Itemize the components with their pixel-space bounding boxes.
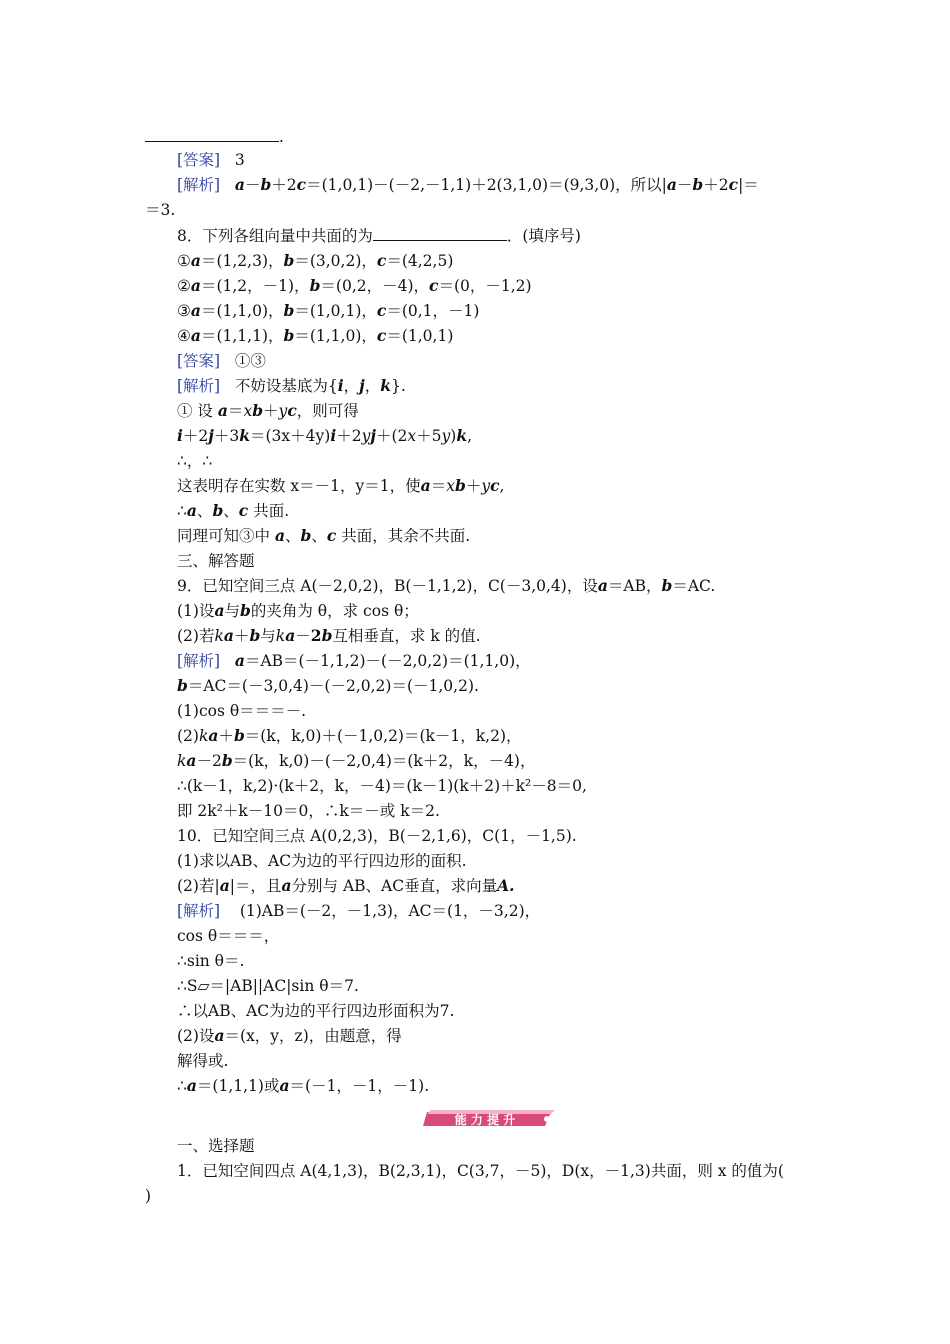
q9-stem: 9．已知空间三点 A(－2,0,2)，B(－1,1,2)，C(－3,0,4)，设a＝AB，b＝AC. bbox=[177, 576, 716, 595]
q7-answer: [答案] 3 bbox=[177, 151, 245, 169]
q1-stem: 1．已知空间四点 A(4,1,3)，B(2,3,1)，C(3,7，－5)，D(x，－1,3)共面，则 x 的值为( bbox=[177, 1162, 784, 1180]
q8-option-1: ①a＝(1,2,3)，b＝(3,0,2)，c＝(4,2,5) bbox=[177, 251, 454, 270]
q7-analysis-cont: ＝3. bbox=[145, 201, 176, 219]
ability-banner bbox=[423, 1108, 558, 1130]
q7-analysis: [解析] a－b＋2c＝(1,0,1)－(－2,－1,1)＋2(3,1,0)＝(9,3,0)，所以|a－b＋2c|＝ bbox=[177, 175, 759, 194]
analysis-tag: [解析] bbox=[177, 902, 221, 920]
banner-label: 能 力 提 升 bbox=[454, 1113, 516, 1127]
q8-therefore: ∴，∴ bbox=[177, 452, 213, 470]
answer-tag: [答案] bbox=[177, 352, 221, 370]
q10-step-solve: 解得或. bbox=[177, 1052, 229, 1070]
q9-part-1: (1)设a与b的夹角为 θ，求 cos θ； bbox=[177, 601, 419, 620]
analysis-tag: [解析] bbox=[177, 652, 221, 670]
q8-step-2: i＋2j＋3k＝(3x＋4y)i＋2yj＋(2x＋5y)k, bbox=[177, 426, 473, 445]
q10-part-2: (2)若|a|＝，且a分别与 AB、AC垂直，求向量A. bbox=[177, 876, 515, 895]
analysis-tag: [解析] bbox=[177, 377, 221, 395]
q8-coplanar: ∴a、b、c 共面. bbox=[177, 501, 290, 520]
q8-option-3: ③a＝(1,1,0)，b＝(1,0,1)，c＝(0,1，－1) bbox=[177, 301, 480, 320]
q8-step-1: ① 设 a＝xb＋yc，则可得 bbox=[177, 401, 359, 420]
q8-analysis: [解析] 不妨设基底为{i，j，k}. bbox=[177, 376, 406, 395]
q9-step-b: b＝AC＝(－3,0,4)－(－2,0,2)＝(－1,0,2). bbox=[177, 676, 479, 695]
q9-analysis: [解析] a＝AB＝(－1,1,2)－(－2,0,2)＝(1,1,0)， bbox=[177, 651, 531, 670]
q8-similar: 同理可知③中 a、b、c 共面，其余不共面. bbox=[177, 526, 471, 545]
section-heading-3: 三、解答题 bbox=[177, 552, 255, 570]
q9-part-2: (2)若ka＋b与ka－2b互相垂直，求 k 的值. bbox=[177, 626, 481, 645]
q9-step-cos: (1)cos θ＝＝＝－. bbox=[177, 702, 307, 720]
banner-ribbon-icon bbox=[423, 1108, 558, 1130]
answer-blank-line: . bbox=[145, 127, 284, 147]
q10-step-cos: cos θ＝＝＝， bbox=[177, 927, 280, 945]
q1-stem-cont: ) bbox=[145, 1187, 152, 1205]
q8-option-4: ④a＝(1,1,1)，b＝(1,1,0)，c＝(1,0,1) bbox=[177, 326, 454, 345]
q9-step-dot: ∴(k－1，k,2)·(k＋2，k，－4)＝(k－1)(k＋2)＋k²－8＝0, bbox=[177, 777, 587, 795]
fill-blank bbox=[145, 127, 279, 142]
q9-step-solve: 即 2k²＋k－10＝0，∴k＝－或 k＝2. bbox=[177, 802, 440, 820]
q9-step-sum: (2)ka＋b＝(k，k,0)＋(－1,0,2)＝(k－1，k,2)， bbox=[177, 726, 522, 745]
q10-step-sin: ∴sin θ＝. bbox=[177, 952, 245, 970]
q10-step-set: (2)设a＝(x，y，z)，由题意，得 bbox=[177, 1026, 402, 1045]
q8-answer: [答案] ①③ bbox=[177, 352, 266, 370]
q10-step-result: ∴以AB、AC为边的平行四边形面积为7. bbox=[177, 1002, 455, 1020]
section-heading-1: 一、选择题 bbox=[177, 1137, 255, 1155]
q8-option-2: ②a＝(1,2，－1)，b＝(0,2，－4)，c＝(0，－1,2) bbox=[177, 276, 532, 295]
q8-exists: 这表明存在实数 x＝－1，y＝1，使a＝xb＋yc, bbox=[177, 476, 505, 495]
fill-blank bbox=[373, 226, 507, 241]
q10-step-final: ∴a＝(1,1,1)或a＝(－1，－1，－1). bbox=[177, 1076, 430, 1095]
answer-tag: [答案] bbox=[177, 151, 221, 169]
analysis-tag: [解析] bbox=[177, 176, 221, 194]
q10-stem: 10．已知空间三点 A(0,2,3)，B(－2,1,6)，C(1，－1,5). bbox=[177, 827, 577, 845]
q10-part-1: (1)求以AB、AC为边的平行四边形的面积. bbox=[177, 852, 467, 870]
q8-stem: 8．下列各组向量中共面的为 ．(填序号) bbox=[177, 227, 581, 245]
q10-step-area: ∴S▱＝|AB||AC|sin θ＝7. bbox=[177, 977, 359, 995]
q10-analysis: [解析] (1)AB＝(－2，－1,3)，AC＝(1，－3,2)， bbox=[177, 902, 541, 920]
q9-step-diff: ka－2b＝(k，k,0)－(－2,0,4)＝(k＋2，k，－4)， bbox=[177, 751, 536, 770]
